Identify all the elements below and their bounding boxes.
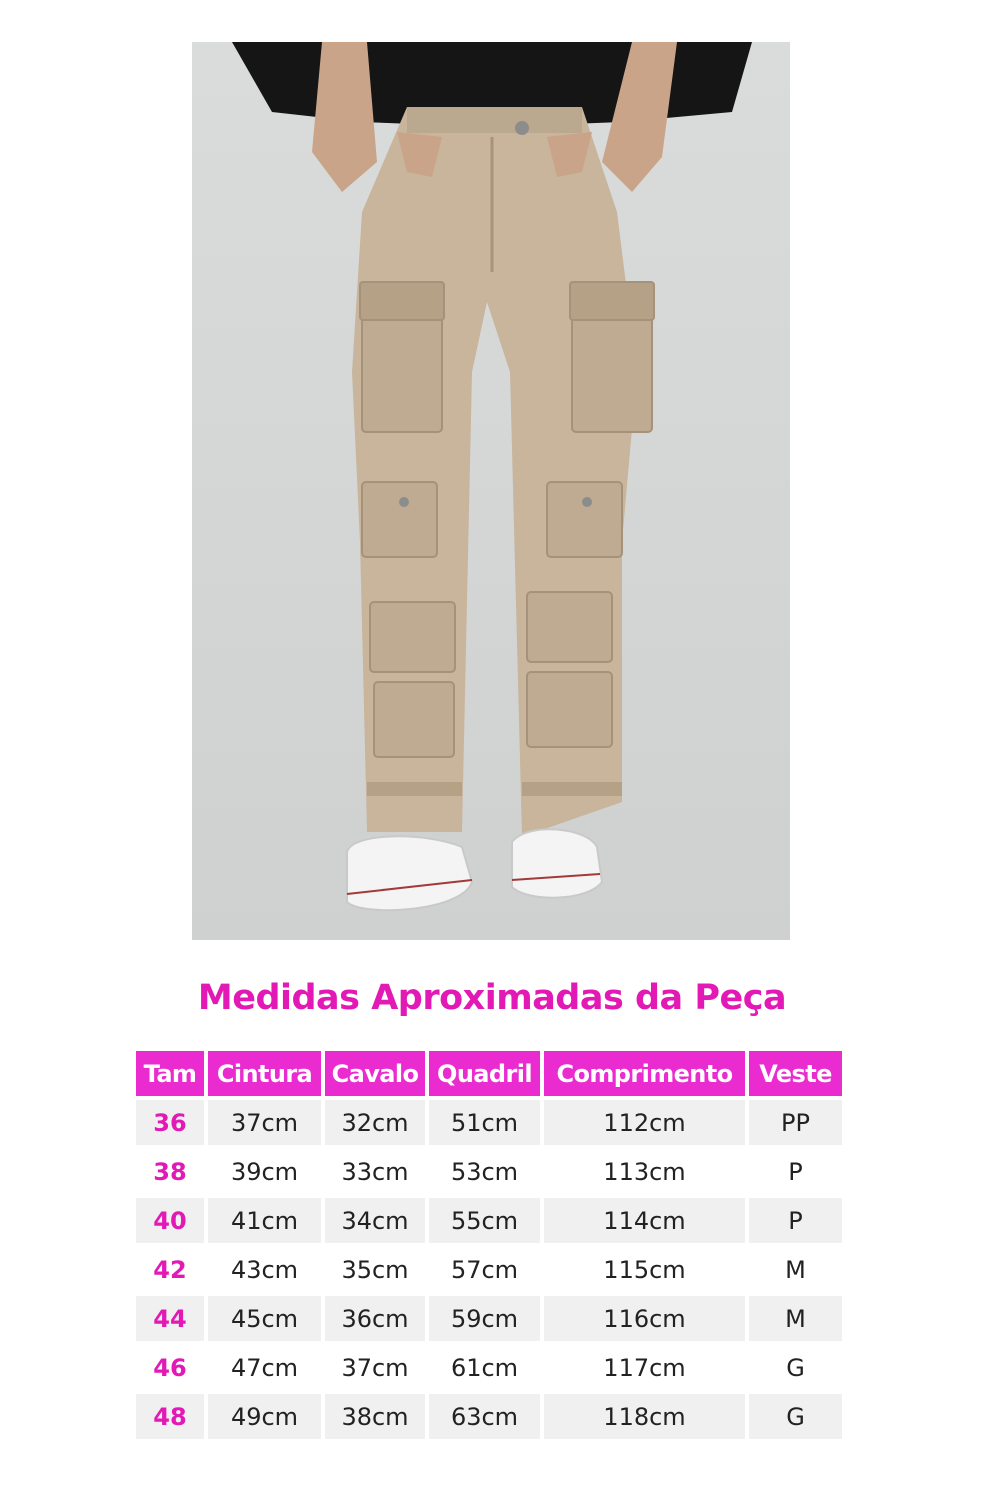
table-header-row [136,1051,842,1096]
comprimento-cell: 118cm [544,1394,745,1439]
quadril-cell: 57cm [429,1247,540,1292]
veste-cell: P [749,1198,842,1243]
cavalo-cell: 34cm [325,1198,425,1243]
header-cintura: Cintura [208,1051,321,1096]
header-tam: Tam [136,1051,204,1096]
comprimento-cell: 112cm [544,1100,745,1145]
header-comprimento: Comprimento [544,1051,745,1096]
cintura-cell: 49cm [208,1394,321,1439]
table-row [136,1394,842,1439]
cavalo-cell: 36cm [325,1296,425,1341]
table-row [136,1100,842,1145]
header-cavalo: Cavalo [325,1051,425,1096]
cintura-cell: 39cm [208,1149,321,1194]
header-quadril: Quadril [429,1051,540,1096]
cavalo-cell: 33cm [325,1149,425,1194]
product-photo [192,42,790,940]
cintura-cell: 47cm [208,1345,321,1390]
header-veste: Veste [749,1051,842,1096]
comprimento-cell: 116cm [544,1296,745,1341]
size-cell: 44 [136,1296,204,1341]
comprimento-cell: 117cm [544,1345,745,1390]
size-cell: 46 [136,1345,204,1390]
cintura-cell: 45cm [208,1296,321,1341]
veste-cell: M [749,1247,842,1292]
quadril-cell: 51cm [429,1100,540,1145]
table-row [136,1296,842,1341]
veste-cell: P [749,1149,842,1194]
comprimento-cell: 115cm [544,1247,745,1292]
measurements-heading: Medidas Aproximadas da Peça [197,978,787,1018]
cavalo-cell: 35cm [325,1247,425,1292]
comprimento-cell: 114cm [544,1198,745,1243]
table-row [136,1345,842,1390]
size-cell: 38 [136,1149,204,1194]
cavalo-cell: 37cm [325,1345,425,1390]
veste-cell: PP [749,1100,842,1145]
veste-cell: G [749,1345,842,1390]
table-row [136,1149,842,1194]
veste-cell: M [749,1296,842,1341]
size-cell: 42 [136,1247,204,1292]
comprimento-cell: 113cm [544,1149,745,1194]
quadril-cell: 55cm [429,1198,540,1243]
table-row [136,1198,842,1243]
size-cell: 40 [136,1198,204,1243]
cintura-cell: 37cm [208,1100,321,1145]
quadril-cell: 61cm [429,1345,540,1390]
veste-cell: G [749,1394,842,1439]
table-row [136,1247,842,1292]
size-chart-table [132,1047,846,1443]
quadril-cell: 59cm [429,1296,540,1341]
cavalo-cell: 32cm [325,1100,425,1145]
quadril-cell: 53cm [429,1149,540,1194]
cintura-cell: 41cm [208,1198,321,1243]
size-cell: 36 [136,1100,204,1145]
cintura-cell: 43cm [208,1247,321,1292]
cavalo-cell: 38cm [325,1394,425,1439]
size-cell: 48 [136,1394,204,1439]
quadril-cell: 63cm [429,1394,540,1439]
